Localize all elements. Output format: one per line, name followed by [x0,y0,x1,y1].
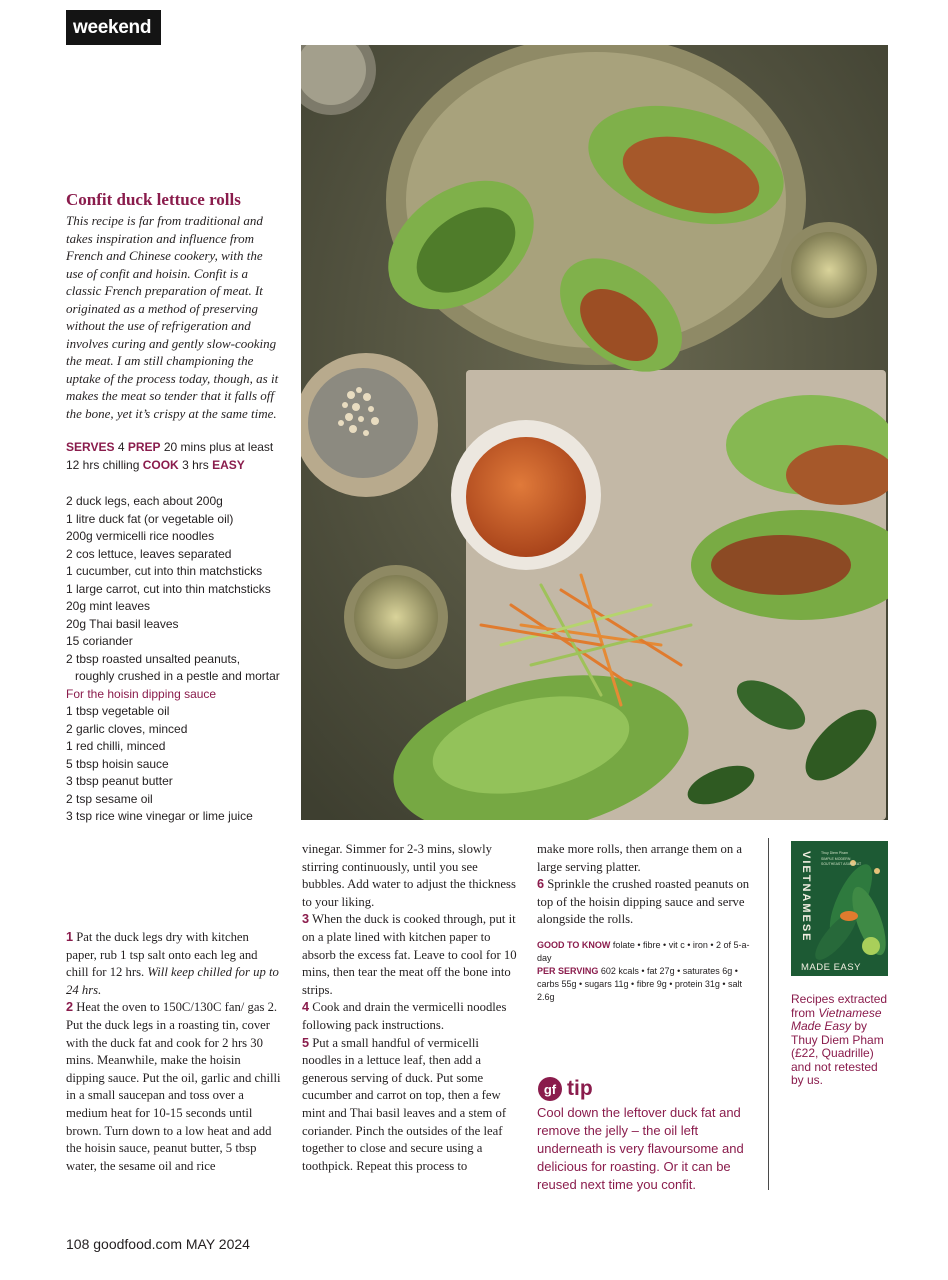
tip-title: tip [567,1077,593,1100]
tip-box [537,1076,762,1194]
step-text: Put a small handful of vermicelli noodles in a lettuce leaf, then add a generous serving of duck. Put some cucumber and carrot on top, then a few mint and Thai basil leaves and a stem of coriander. Pinch the outsides of the leaf together to close and secure using a toothpick. Repeat this process to [302,1035,507,1173]
step-text: When the duck is cooked through, put it on a plate lined with kitchen paper to absorb the excess fat. Leave to cool for 10 mins, then tear the meat off the bone into strips. [302,912,517,997]
step-number: 2 [66,1000,74,1015]
serves-value: 4 [117,440,125,454]
step-number: 6 [537,877,545,892]
recipe-title: Confit duck lettuce rolls [66,190,241,209]
credit-book-title: Vietnamese Made Easy [791,1005,882,1033]
food-photo-illustration [301,45,888,820]
difficulty-badge: EASY [212,458,245,472]
sauce-ingredient-item: 1 red chilli, minced [66,739,166,753]
svg-text:gf: gf [543,1082,557,1097]
method-step-2 [66,999,281,1175]
ingredient-item: 1 large carrot, cut into thin matchsticks [66,581,271,596]
ingredient-item: 200g vermicelli rice noodles [66,529,215,543]
footer-issue: MAY 2024 [185,1236,250,1252]
prep-label: PREP [127,440,161,454]
step-number: 1 [66,930,74,944]
footer-site: goodfood.com [93,1236,182,1252]
step-text: Sprinkle the crushed roasted peanuts on top of the hoisin dipping sauce and serve alongside the rolls. [537,877,750,927]
method-step-2-continued: vinegar. Simmer for 2-3 mins, slowly stirring continuously, until you see bubbles. Add water to adjust the thickness to your liking. [302,842,516,909]
sauce-ingredient-item: 3 tbsp peanut butter [66,774,173,788]
page-footer [66,1236,250,1252]
sauce-ingredient-item: 2 garlic cloves, minced [66,721,188,736]
sauce-ingredient-item: 2 tsp sesame oil [66,791,153,806]
method-step-4 [302,999,520,1034]
good-to-know-text: folate • fibre • vit c • iron • 2 of 5-a-day [537,939,750,963]
method-step-5 [302,1035,520,1176]
book-cover [791,841,888,976]
method-step-5-continued: make more rolls, then arrange them on a large serving platter. [537,842,743,874]
svg-text:MADE EASY: MADE EASY [801,962,861,973]
svg-text:SIMPLE MODERN: SIMPLE MODERN [821,857,851,861]
step-text: Pat the duck legs dry with kitchen paper, rub 1 tsp salt onto each leg and chill for 12 hrs. [66,930,258,980]
step-text: Heat the oven to 150C/130C fan/ gas 2. Put the duck legs in a roasting tin, cover with the duck fat and cook for 2 hrs 30 mins. Meanwhile, make the hoisin dipping sauce. Put the oil, garlic and chilli in a small saucepan and toss over a medium heat for 10-15 seconds until brown. Turn down to a low heat and add the hoisin sauce, peanut butter, 5 tbsp water, the sesame oil and rice [66,1000,281,1173]
ingredient-item: 20g mint leaves [66,599,151,613]
method-step-3 [302,911,520,999]
column-divider [768,838,769,1190]
step-number: 3 [302,912,310,927]
per-serving-text: 602 kcals • fat 27g • saturates 6g • carbs 55g • sugars 11g • fibre 9g • protein 31g • salt 2.6g [537,965,743,1002]
per-serving [537,965,757,1004]
ingredient-item: 2 tbsp roasted unsalted peanuts, roughly crushed in a pestle and mortar [66,651,280,683]
ingredient-item: 15 coriander [66,634,133,648]
method-step-6 [537,876,757,929]
svg-text:VIETNAMESE: VIETNAMESE [800,851,812,943]
credit-post: by Thuy Diem Pham (£22, Quadrille) and not retested by us. [791,1019,884,1087]
page-number: 108 [66,1236,90,1252]
ingredient-item: 1 cucumber, cut into thin matchsticks [66,564,263,578]
prep-value: 20 mins plus at least 12 hrs chilling [66,440,274,472]
sauce-heading: For the hoisin dipping sauce [66,686,217,701]
svg-text:Thuy Diem Pham: Thuy Diem Pham [821,851,849,855]
method-column-3 [537,841,757,1004]
recipe-meta [66,438,281,474]
cook-value: 3 hrs [182,458,209,472]
step-text: Cook and drain the vermicelli noodles following pack instructions. [302,1000,507,1032]
ingredient-item: 2 duck legs, each about 200g [66,494,223,508]
book-cover-art [791,841,888,976]
good-to-know [537,939,757,965]
food-photo [301,45,888,820]
tip-heading [537,1076,762,1102]
nutrition-info [537,939,757,1004]
step-number: 5 [302,1035,310,1050]
ingredient-item: 1 litre duck fat (or vegetable oil) [66,511,234,526]
cook-label: COOK [142,458,179,472]
recipe-intro-column [66,190,281,826]
per-serving-label: PER SERVING [537,965,599,976]
book-credit [791,993,891,1088]
sauce-ingredient-item: 5 tbsp hoisin sauce [66,756,169,771]
tip-text: Cool down the leftover duck fat and remove the jelly – the oil left underneath is very flavoursome and delicious for roasting. Or it can be reused next time you confit. [537,1105,744,1192]
serves-label: SERVES [66,440,115,454]
method-column-1 [66,929,281,1175]
sauce-ingredient-item: 3 tsp rice wine vinegar or lime juice [66,809,253,823]
good-to-know-label: GOOD TO KNOW [537,939,611,950]
method-step-1 [66,929,281,999]
ingredient-item: 2 cos lettuce, leaves separated [66,546,232,561]
svg-text:SOUTHEAST ASIAN EAT: SOUTHEAST ASIAN EAT [821,862,862,866]
ingredients-list [66,493,281,826]
good-food-logo-icon [537,1076,563,1102]
section-tag: weekend [66,10,161,45]
sauce-ingredient-item: 1 tbsp vegetable oil [66,704,170,718]
ingredient-item: 20g Thai basil leaves [66,616,179,631]
credit-pre: Recipes extracted from [791,992,888,1020]
step-number: 4 [302,1000,310,1015]
step-note: Will keep chilled for up to 24 hrs. [66,965,279,997]
recipe-intro: This recipe is far from traditional and takes inspiration and influence from French and Chinese cookery, with the use of confit and hoisin. Confit is a classic French preparation of meat. It originated as a method of preserving without the use of refrigeration and involves curing and gently slow-cooking the meat. I am still championing the uptake of the process today, though, as it makes the meat so tender that it falls off the bone, yet it’s crispy at the same time. [66,213,279,421]
method-column-2 [302,841,520,1175]
